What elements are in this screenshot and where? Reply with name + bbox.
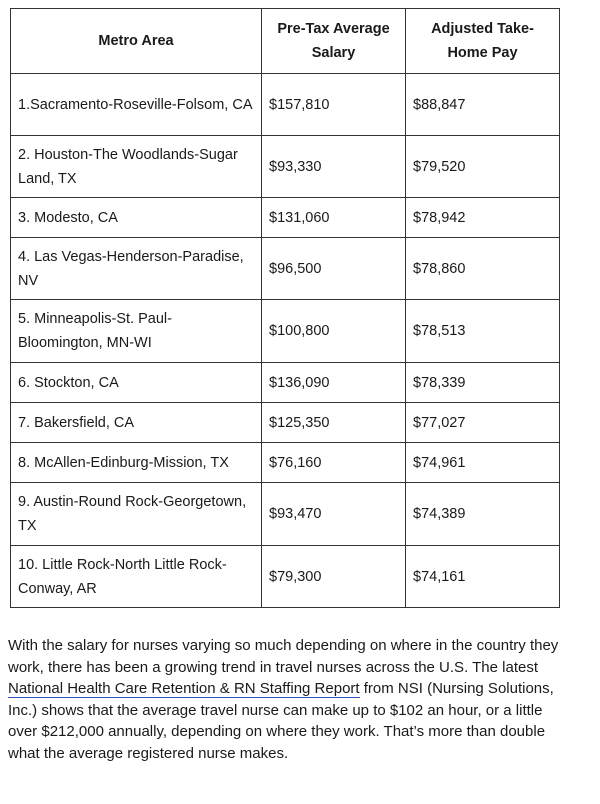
staffing-report-link[interactable]: National Health Care Retention & RN Staffing Report [8,680,360,698]
cell-metro: 6. Stockton, CA [11,363,262,403]
table-row [11,300,560,363]
table-row [11,363,560,403]
cell-metro: 5. Minneapolis-St. Paul-Bloomington, MN-WI [11,300,262,363]
salary-table [10,8,560,608]
cell-metro: 3. Modesto, CA [11,198,262,238]
cell-metro: 2. Houston-The Woodlands-Sugar Land, TX [11,136,262,198]
paragraph-text-after: from NSI (Nursing Solutions, Inc.) shows that the average travel nurse can make up to $102 an hour, or a little over $212,000 annually, depending on where they work. That’s more than double what the average registered nurse makes. [8,680,554,762]
cell-take-home: $88,847 [406,74,560,136]
cell-take-home: $78,339 [406,363,560,403]
cell-salary: $93,330 [262,136,406,198]
cell-take-home: $74,961 [406,443,560,483]
cell-salary: $131,060 [262,198,406,238]
cell-metro: 9. Austin-Round Rock-Georgetown, TX [11,483,262,546]
paragraph-text-before: With the salary for nurses varying so much depending on where in the country they work, there has been a growing trend in travel nurses across the U.S. The latest [8,637,559,676]
cell-salary: $100,800 [262,300,406,363]
cell-metro: 10. Little Rock-North Little Rock-Conway, AR [11,546,262,608]
cell-metro: 7. Bakersfield, CA [11,403,262,443]
cell-take-home: $77,027 [406,403,560,443]
cell-take-home: $74,161 [406,546,560,608]
cell-salary: $136,090 [262,363,406,403]
cell-salary: $125,350 [262,403,406,443]
cell-salary: $96,500 [262,238,406,300]
body-paragraph [8,635,568,765]
cell-salary: $79,300 [262,546,406,608]
cell-salary: $93,470 [262,483,406,546]
table-row [11,483,560,546]
cell-salary: $76,160 [262,443,406,483]
cell-metro: 1.Sacramento-Roseville-Folsom, CA [11,74,262,136]
cell-take-home: $74,389 [406,483,560,546]
cell-metro: 4. Las Vegas-Henderson-Paradise, NV [11,238,262,300]
cell-salary: $157,810 [262,74,406,136]
table-row [11,198,560,238]
cell-metro: 8. McAllen-Edinburg-Mission, TX [11,443,262,483]
table-row [11,546,560,608]
cell-take-home: $78,942 [406,198,560,238]
cell-take-home: $78,860 [406,238,560,300]
table-header-row [11,9,560,74]
cell-take-home: $78,513 [406,300,560,363]
table-row [11,443,560,483]
header-pre-tax-salary: Pre-Tax Average Salary [262,9,406,74]
header-take-home-pay: Adjusted Take-Home Pay [406,9,560,74]
table-row [11,238,560,300]
table-row [11,403,560,443]
cell-take-home: $79,520 [406,136,560,198]
table-row [11,136,560,198]
table-row [11,74,560,136]
header-metro-area: Metro Area [11,9,262,74]
